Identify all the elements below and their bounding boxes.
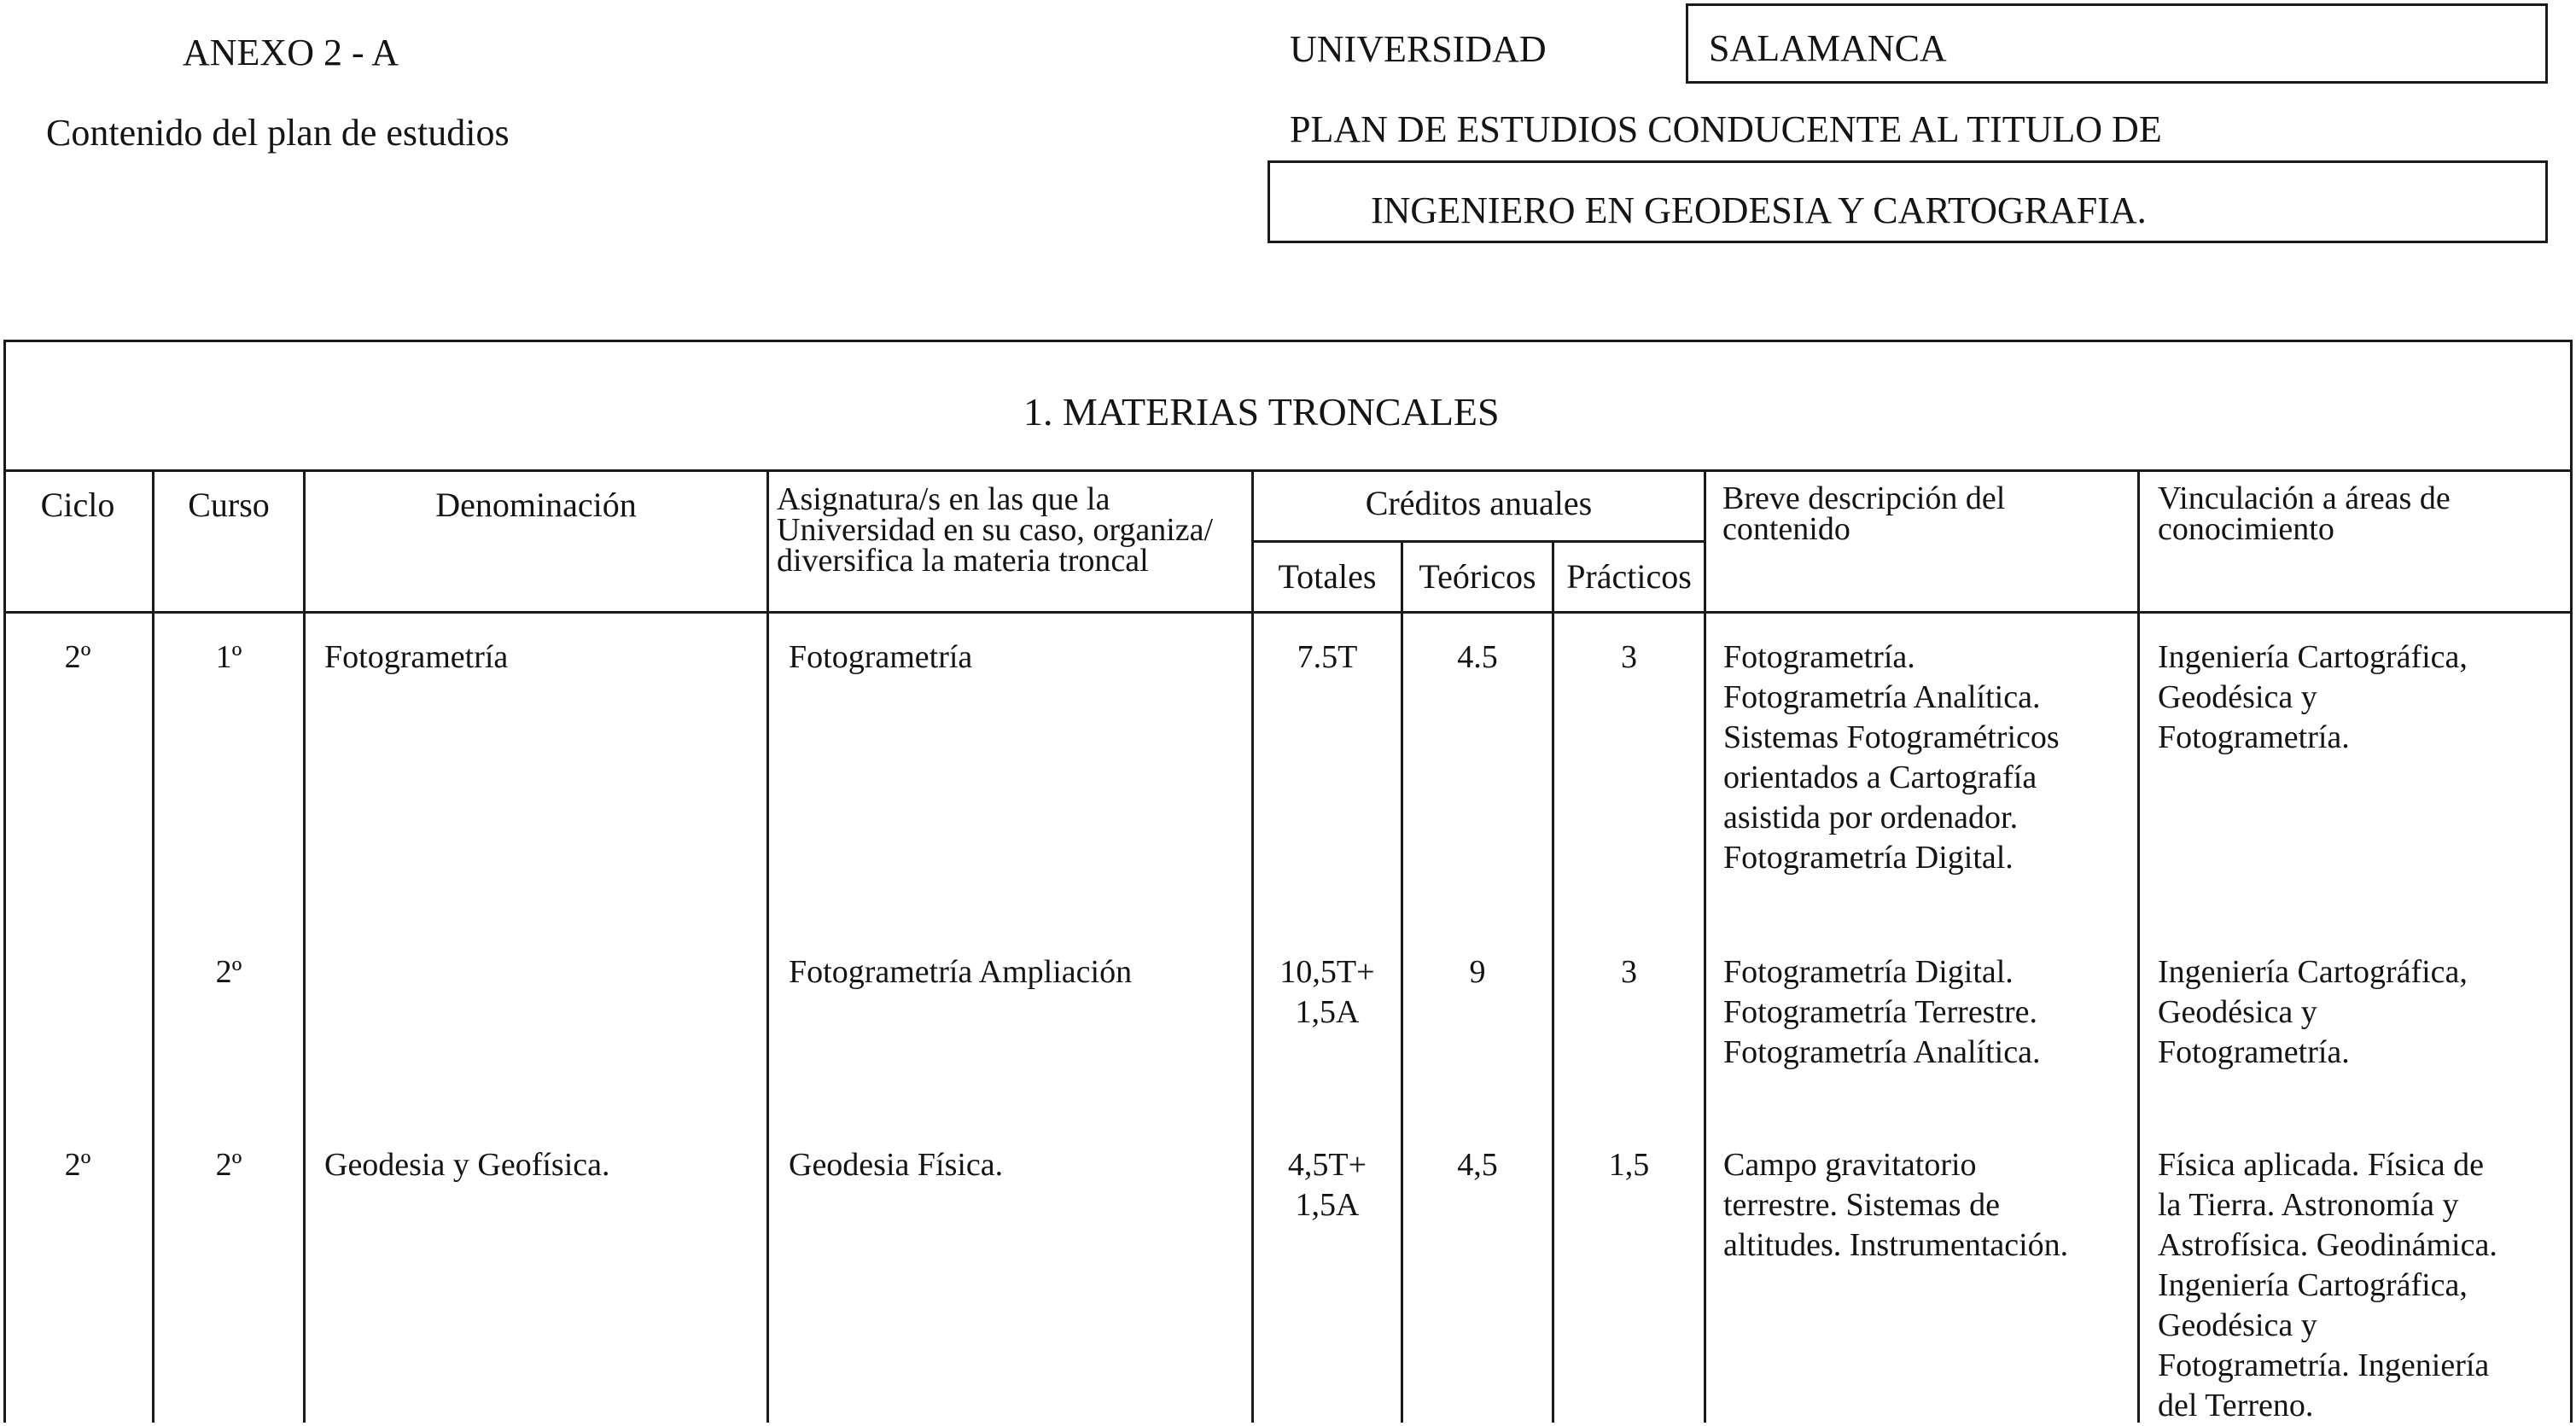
col-header-practicos: Prácticos [1566,557,1692,596]
cell-curso: 2º [215,1147,242,1183]
cell-descripcion-line: asistida por ordenador. [1723,800,2019,835]
col-header-totales: Totales [1278,557,1377,596]
cell-vinculacion [2158,637,2567,758]
col-divider [1704,471,1706,1423]
cell-descripcion-line: orientados a Cartografía [1723,760,2037,795]
cell-descripcion-line: altitudes. Instrumentación. [1723,1227,2069,1263]
cell-totales-line: 1,5A [1295,1187,1360,1223]
col-divider [1251,471,1254,1423]
cell-curso: 1º [215,639,242,675]
cell-descripcion-line: terrestre. Sistemas de [1723,1187,2000,1223]
cell-asignatura: Fotogrametría [789,639,973,675]
cell-descripcion [1723,1145,2133,1266]
cell-vinculacion-line: la Tierra. Astronomía y [2158,1187,2459,1223]
title-divider [3,469,2573,472]
cell-teoricos: 9 [1469,954,1486,990]
cell-vinculacion-line: Ingeniería Cartográfica, [2158,954,2468,990]
cell-descripcion-line: Fotogrametría Analítica. [1723,1034,2041,1070]
cell-vinculacion-line: Geodésica y [2158,994,2317,1030]
col-header-asignatura: Asignatura/s en las que la Universidad en su caso, organiza/ diversifica la materia troncal [777,481,1214,579]
cell-vinculacion-line: Fotogrametría. [2158,719,2350,755]
cell-vinculacion-line: Física aplicada. Física de [2158,1147,2484,1183]
cell-descripcion-line: Campo gravitatorio [1723,1147,1977,1183]
cell-totales [1254,637,1401,678]
col-header-ciclo: Ciclo [40,486,115,524]
cell-vinculacion-line: Ingeniería Cartográfica, [2158,639,2468,675]
cell-practicos: 3 [1621,639,1637,675]
col-header-curso: Curso [188,486,270,524]
cell-vinculacion [2158,952,2567,1073]
cell-denominacion: Geodesia y Geofísica. [324,1147,610,1183]
cell-descripcion [1723,952,2133,1073]
cell-descripcion-line: Fotogrametría Terrestre. [1723,994,2038,1030]
cell-totales-line: 4,5T+ [1287,1147,1367,1183]
annex-label: ANEXO 2 - A [183,32,399,73]
cell-totales-line: 7.5T [1297,639,1358,675]
cell-vinculacion [2158,1145,2567,1426]
col-header-vinculacion: Vinculación a áreas de conocimiento [2158,480,2451,547]
cell-denominacion: Fotogrametría [324,639,509,675]
university-value: SALAMANCA [1709,27,1947,69]
degree-title-field [1268,160,2548,243]
cell-teoricos: 4,5 [1457,1147,1498,1183]
cell-practicos: 3 [1621,954,1637,990]
cell-descripcion-line: Fotogrametría Analítica. [1723,679,2041,715]
cell-curso: 2º [215,954,242,990]
cell-vinculacion-line: Fotogrametría. Ingeniería [2158,1347,2490,1383]
cell-descripcion-line: Sistemas Fotogramétricos [1723,719,2060,755]
degree-plan-label: PLAN DE ESTUDIOS CONDUCENTE AL TITULO DE [1290,108,2162,150]
cell-asignatura: Fotogrametría Ampliación [789,954,1133,990]
col-header-descripcion: Breve descripción del contenido [1722,480,2006,547]
cell-descripcion-line: Fotogrametría. [1723,639,1915,675]
cell-totales-line: 10,5T+ [1279,954,1375,990]
cell-descripcion [1723,637,2133,878]
credits-subheader-divider [1251,540,1705,543]
header-divider [3,611,2573,614]
cell-descripcion-line: Fotogrametría Digital. [1723,954,2014,990]
col-divider [303,471,306,1423]
cell-totales [1254,952,1401,1033]
cell-vinculacion-line: del Terreno. [2158,1388,2314,1423]
col-header-creditos: Créditos anuales [1365,484,1593,522]
col-header-teoricos: Teóricos [1419,557,1536,596]
col-divider [152,471,154,1423]
table-title: 1. MATERIAS TRONCALES [1023,390,1500,434]
cell-totales-line: 1,5A [1295,994,1360,1030]
col-divider [2137,471,2140,1423]
plan-content-label: Contenido del plan de estudios [46,112,510,154]
col-header-denominacion: Denominación [435,486,637,524]
university-label: UNIVERSIDAD [1290,28,1547,70]
cell-vinculacion-line: Geodésica y [2158,679,2317,715]
cell-vinculacion-line: Fotogrametría. [2158,1034,2350,1070]
cell-vinculacion-line: Geodésica y [2158,1307,2317,1343]
cell-vinculacion-line: Astrofísica. Geodinámica. [2158,1227,2497,1263]
cell-vinculacion-line: Ingeniería Cartográfica, [2158,1267,2468,1303]
cell-practicos: 1,5 [1608,1147,1650,1183]
cell-asignatura: Geodesia Física. [789,1147,1004,1183]
cell-totales [1254,1145,1401,1225]
cell-descripcion-line: Fotogrametría Digital. [1723,840,2014,876]
cell-ciclo: 2º [64,639,91,675]
degree-title-value: INGENIERO EN GEODESIA Y CARTOGRAFIA. [1371,189,2147,231]
cell-teoricos: 4.5 [1457,639,1498,675]
col-divider [766,471,769,1423]
university-field [1686,3,2548,84]
cell-ciclo: 2º [64,1147,91,1183]
